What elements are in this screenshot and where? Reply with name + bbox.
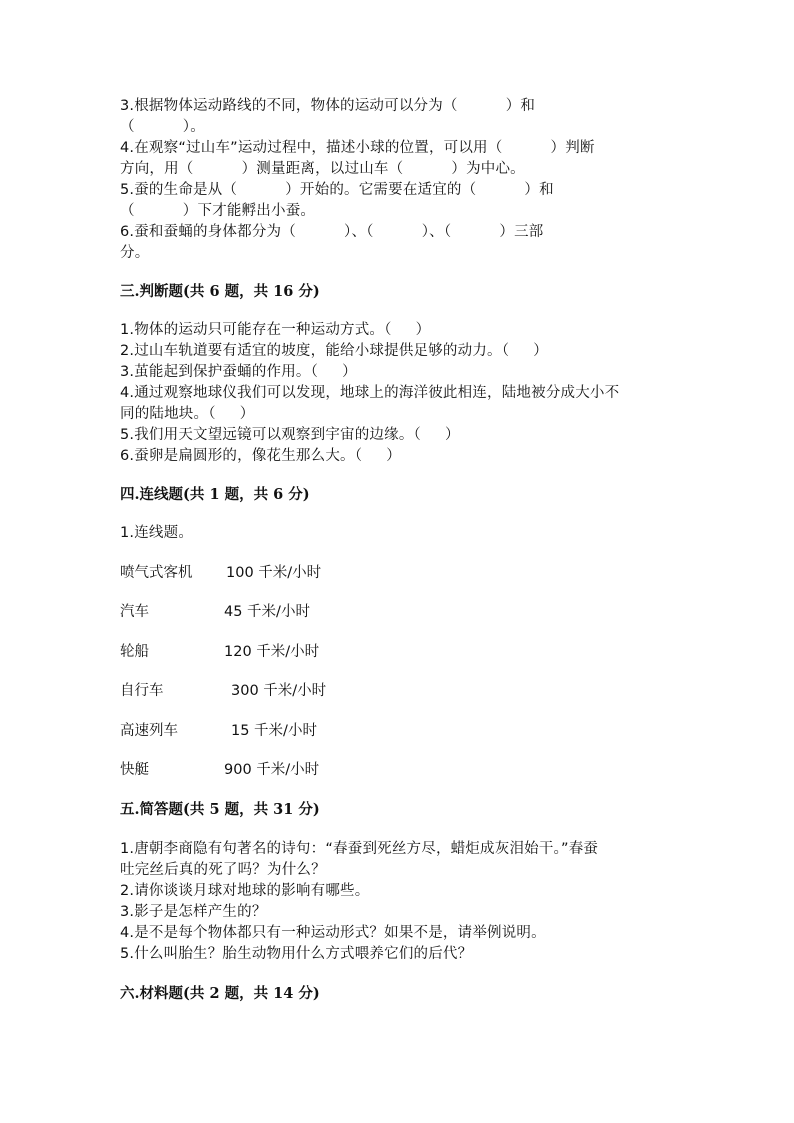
matching-speed-2: 45 千米/小时 (224, 604, 310, 620)
fill-in-q5-line2: （ ）下才能孵出小蚕。 (120, 203, 316, 219)
matching-vehicle-3: 轮船 (120, 644, 149, 660)
matching-speed-4: 300 千米/小时 (231, 683, 327, 699)
fill-in-q4-line2: 方向，用（ ）测量距离，以过山车（ ）为中心。 (120, 161, 525, 177)
judgement-q4-line2: 同的陆地块。（ ） (120, 406, 255, 422)
fill-in-q3-line2: （ ）。 (120, 119, 205, 135)
short-answer-q3: 3.影子是怎样产生的？ (120, 904, 267, 920)
matching-vehicle-2: 汽车 (120, 604, 149, 620)
section-heading-short-answer: 五.简答题(共 5 题，共 31 分) (120, 801, 320, 818)
short-answer-q1-line1: 1.唐朝李商隐有句著名的诗句：“春蚕到死丝方尽，蜡炬成灰泪始干。”春蚕 (120, 841, 599, 857)
matching-speed-3: 120 千米/小时 (224, 644, 320, 660)
matching-vehicle-5: 高速列车 (120, 723, 178, 739)
fill-in-q3-line1: 3.根据物体运动路线的不同，物体的运动可以分为（ ）和 (120, 98, 536, 114)
matching-speed-6: 900 千米/小时 (224, 762, 320, 778)
fill-in-q6-line2: 分。 (120, 245, 150, 261)
section-heading-judgement: 三.判断题(共 6 题，共 16 分) (120, 283, 320, 300)
short-answer-q1-line2: 吐完丝后真的死了吗？为什么？ (120, 862, 326, 878)
short-answer-q4: 4.是不是每个物体都只有一种运动形式？如果不是，请举例说明。 (120, 925, 546, 941)
judgement-q5: 5.我们用天文望远镜可以观察到宇宙的边缘。（ ） (120, 427, 460, 443)
judgement-q2: 2.过山车轨道要有适宜的坡度，能给小球提供足够的动力。（ ） (120, 343, 548, 359)
fill-in-q5-line1: 5.蚕的生命是从（ ）开始的。它需要在适宜的（ ）和 (120, 182, 554, 198)
matching-speed-1: 100 千米/小时 (226, 565, 322, 581)
judgement-q4-line1: 4.通过观察地球仪我们可以发现，地球上的海洋彼此相连，陆地被分成大小不 (120, 385, 620, 401)
fill-in-q6-line1: 6.蚕和蚕蛹的身体都分为（ ）、（ ）、（ ）三部 (120, 224, 544, 240)
judgement-q6: 6.蚕卵是扁圆形的，像花生那么大。（ ） (120, 448, 401, 464)
section-heading-materials: 六.材料题(共 2 题，共 14 分) (120, 985, 320, 1002)
section-heading-matching: 四.连线题(共 1 题，共 6 分) (120, 486, 310, 503)
short-answer-q5: 5.什么叫胎生？胎生动物用什么方式喂养它们的后代？ (120, 946, 473, 962)
matching-speed-5: 15 千米/小时 (231, 723, 317, 739)
matching-vehicle-1: 喷气式客机 (120, 565, 193, 581)
short-answer-q2: 2.请你谈谈月球对地球的影响有哪些。 (120, 883, 370, 899)
matching-vehicle-4: 自行车 (120, 683, 164, 699)
matching-question: 1.连线题。 (120, 525, 194, 541)
judgement-q1: 1.物体的运动只可能存在一种运动方式。（ ） (120, 322, 431, 338)
matching-vehicle-6: 快艇 (120, 762, 149, 778)
fill-in-q4-line1: 4.在观察“过山车”运动过程中，描述小球的位置，可以用（ ）判断 (120, 140, 595, 156)
judgement-q3: 3.茧能起到保护蚕蛹的作用。（ ） (120, 364, 357, 380)
